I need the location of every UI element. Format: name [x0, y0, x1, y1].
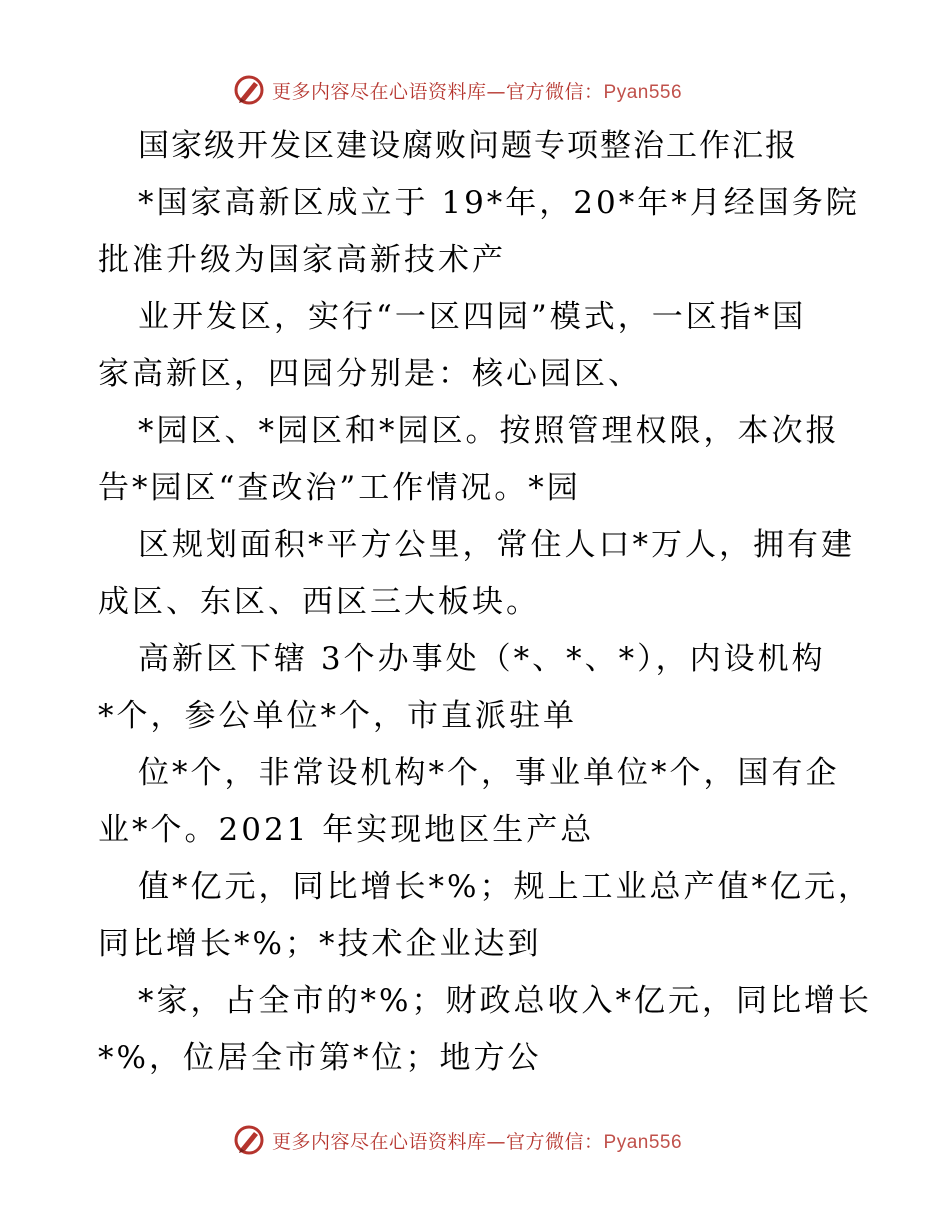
paragraph-line: *个，参公单位*个，市直派驻单	[98, 698, 577, 734]
paragraph-line: 业开发区，实行“一区四园”模式，一区指*国	[138, 299, 807, 335]
paragraph-line: 区规划面积*平方公里，常住人口*万人，拥有建	[138, 527, 855, 563]
paragraph-line: 值*亿元，同比增长*%；规上工业总产值*亿元，	[138, 869, 872, 905]
paragraph-line: 同比增长*%；*技术企业达到	[98, 926, 542, 962]
document-title: 国家级开发区建设腐败问题专项整治工作汇报	[138, 128, 798, 164]
paragraph-line: 批准升级为国家高新技术产	[98, 242, 506, 278]
header-banner	[232, 72, 682, 108]
paragraph-line: *家，占全市的*%；财政总收入*亿元，同比增长	[138, 983, 872, 1019]
paragraph-line: *%，位居全市第*位；地方公	[98, 1040, 542, 1076]
paragraph-line: 业*个。2021 年实现地区生产总	[98, 812, 595, 848]
paragraph-line: *园区、*园区和*园区。按照管理权限，本次报	[138, 413, 840, 449]
pen-logo-icon	[232, 73, 266, 107]
banner-text: 更多内容尽在心语资料库—官方微信：Pyan556	[272, 80, 683, 103]
paragraph-line: 告*园区“查改治”工作情况。*园	[98, 470, 581, 506]
pen-logo-icon	[232, 1123, 266, 1157]
paragraph-line: 家高新区，四园分别是：核心园区、	[98, 356, 642, 392]
paragraph-line: 高新区下辖 3个办事处（*、*、*），内设机构	[138, 641, 826, 677]
banner-text: 更多内容尽在心语资料库—官方微信：Pyan556	[272, 1130, 683, 1153]
document-body	[98, 118, 872, 1087]
paragraph-line: 位*个，非常设机构*个，事业单位*个，国有企	[138, 755, 840, 791]
paragraph-line: *国家高新区成立于 19*年，20*年*月经国务院	[138, 185, 860, 221]
paragraph-line: 成区、东区、西区三大板块。	[98, 584, 540, 620]
footer-banner	[232, 1122, 682, 1158]
